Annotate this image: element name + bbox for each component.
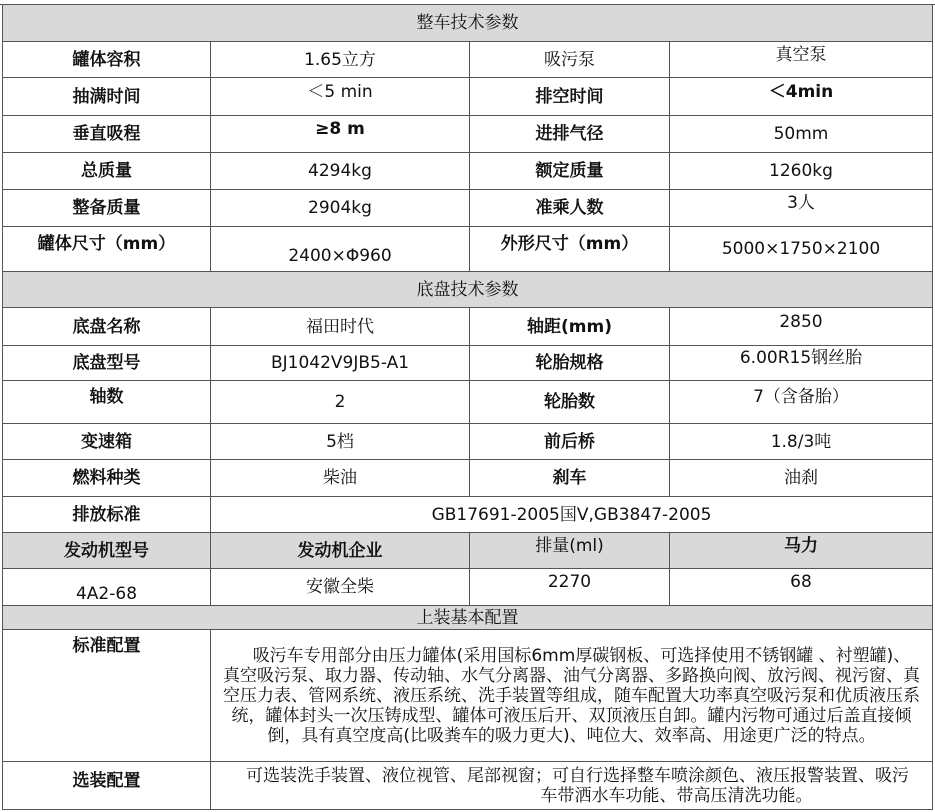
param-label: 轮胎数 <box>470 381 670 424</box>
param-value: ＜5 min <box>211 78 470 116</box>
engine-header-cell: 发动机型号 <box>3 533 211 569</box>
param-value: BJ1042V9JB5-A1 <box>211 346 470 381</box>
param-value: 2400×Φ960 <box>211 227 470 272</box>
param-label: 整备质量 <box>3 190 211 227</box>
param-value: 柴油 <box>211 460 470 497</box>
table-row <box>3 78 933 116</box>
emission-row <box>3 497 933 533</box>
param-label: 前后桥 <box>470 424 670 460</box>
param-value: 1260kg <box>670 153 933 190</box>
standard-config-first-line: 吸污车专用部分由压力罐体(采用国标6mm厚碳钢板、可选择使用不锈钢罐 、衬塑罐)、 <box>252 645 911 666</box>
table-row <box>3 227 933 272</box>
param-value: 50mm <box>670 116 933 153</box>
engine-value-cell: 安徽全柴 <box>211 569 470 606</box>
table-row <box>3 308 933 346</box>
table-row <box>3 190 933 227</box>
param-value: 油刹 <box>670 460 933 497</box>
param-label: 总质量 <box>3 153 211 190</box>
table-row <box>3 116 933 153</box>
param-value: 5000×1750×2100 <box>670 227 933 272</box>
param-label: 进排气径 <box>470 116 670 153</box>
param-label: 变速箱 <box>3 424 211 460</box>
param-label: 轮胎规格 <box>470 346 670 381</box>
param-label: 选装配置 <box>3 762 211 810</box>
engine-value-cell: 4A2-68 <box>3 569 211 606</box>
table-row <box>3 460 933 497</box>
section-header-row <box>3 272 933 308</box>
engine-value-cell: 68 <box>670 569 933 606</box>
section-header-row <box>3 5 933 42</box>
param-value: 4294kg <box>211 153 470 190</box>
engine-header-cell: 发动机企业 <box>211 533 470 569</box>
param-label: 罐体尺寸（mm） <box>3 227 211 272</box>
param-value: ＜4min <box>670 78 933 116</box>
table-row <box>3 381 933 424</box>
param-label: 吸污泵 <box>470 42 670 78</box>
section-title-equipment: 上装基本配置 <box>3 606 933 630</box>
param-label: 轴数 <box>3 381 211 424</box>
table-row <box>3 42 933 78</box>
engine-header-cell: 排量(ml) <box>470 533 670 569</box>
section-header-row <box>3 606 933 630</box>
param-label: 底盘名称 <box>3 308 211 346</box>
optional-config-first-line: 可选装洗手装置、液位视管、尾部视窗；可自行选择整车喷涂颜色、液压报警装置、吸污 <box>246 765 909 786</box>
param-label: 排放标准 <box>3 497 211 533</box>
standard-config-rest: 真空吸污泵、取力器、传动轴、水气分离器、油气分离器、多路换向阀、放污阀、视污窗、真空压力表、管网系统、液压系统、洗手装置等组成，随车配置大功率真空吸污泵和优质液压系统，罐体封头一次压铸成型、罐体可液压后开、双顶液压自卸。罐内污物可通过后盖直接倾倒，具有真空度高(比吸粪车的吸力更大)、吨位大、效率高、用途更广泛的特点。 <box>223 665 920 746</box>
param-value: 福田时代 <box>211 308 470 346</box>
table-row <box>3 346 933 381</box>
param-label: 罐体容积 <box>3 42 211 78</box>
engine-header-row <box>3 533 933 569</box>
param-label: 额定质量 <box>470 153 670 190</box>
param-value: 3人 <box>670 190 933 227</box>
param-label: 垂直吸程 <box>3 116 211 153</box>
param-label: 外形尺寸（mm） <box>470 227 670 272</box>
table-row <box>3 424 933 460</box>
standard-config-text <box>211 630 933 762</box>
param-value: 2 <box>211 381 470 424</box>
section-title-vehicle: 整车技术参数 <box>3 5 933 42</box>
param-label: 排空时间 <box>470 78 670 116</box>
param-value: 2904kg <box>211 190 470 227</box>
optional-config-row <box>3 762 933 810</box>
param-label: 抽满时间 <box>3 78 211 116</box>
param-value: 1.65立方 <box>211 42 470 78</box>
param-label: 刹车 <box>470 460 670 497</box>
param-value: GB17691-2005国Ⅴ,GB3847-2005 <box>211 497 933 533</box>
param-value: 6.00R15钢丝胎 <box>670 346 933 381</box>
section-title-chassis: 底盘技术参数 <box>3 272 933 308</box>
engine-header-cell: 马力 <box>670 533 933 569</box>
param-value: 5档 <box>211 424 470 460</box>
optional-config-rest: 车带洒水车功能、带高压清洗功能。 <box>540 785 813 806</box>
param-label: 底盘型号 <box>3 346 211 381</box>
param-value: 2850 <box>670 308 933 346</box>
param-value: 7（含备胎） <box>670 381 933 424</box>
param-label: 轴距(mm) <box>470 308 670 346</box>
engine-value-cell: 2270 <box>470 569 670 606</box>
param-value: ≥8 m <box>211 116 470 153</box>
param-label: 燃料种类 <box>3 460 211 497</box>
param-label: 准乘人数 <box>470 190 670 227</box>
spec-table <box>2 4 933 810</box>
param-value: 1.8/3吨 <box>670 424 933 460</box>
optional-config-text <box>211 762 933 810</box>
standard-config-row <box>3 630 933 762</box>
param-label: 标准配置 <box>3 630 211 762</box>
param-value: 真空泵 <box>670 42 933 78</box>
table-row <box>3 153 933 190</box>
engine-value-row <box>3 569 933 606</box>
